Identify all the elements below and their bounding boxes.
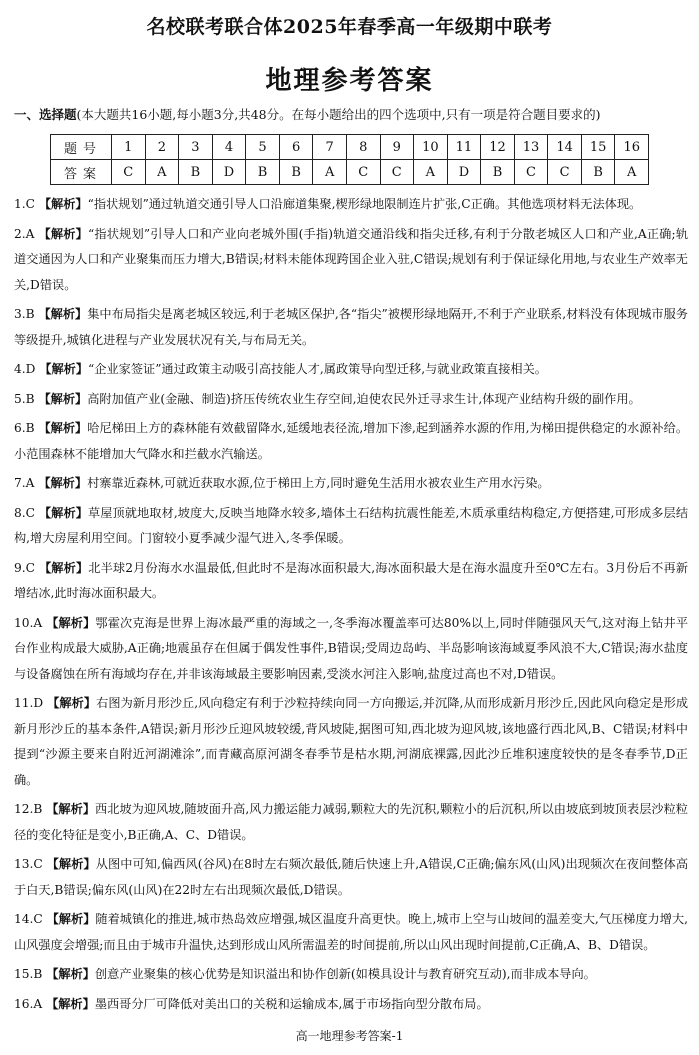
explanation-number: 8.C	[14, 505, 35, 520]
page-footer: 高一地理参考答案-1	[295, 1029, 404, 1043]
explanation-number: 12.B	[14, 802, 43, 816]
explanation-text: “指状规划”引导人口和产业向老城外围(手指)轨道交通沿线和指尖迁移,有利于分散老城区人口和产业,A正确;轨道交通因为人口和产业聚集而压力增大,B错误;材料未能体现跨国企业入驻,C错误;规划有利于保证绿化用地,与农业生产效率无关,D错误。	[14, 226, 689, 292]
answer-cell: A	[145, 160, 179, 185]
explanation-number: 13.C	[14, 857, 43, 871]
answer-cell: C	[514, 160, 548, 185]
explanation-number: 11.D	[14, 696, 44, 710]
answer-table	[50, 134, 649, 185]
explanation-text: 哈尼梯田上方的森林能有效截留降水,延缓地表径流,增加下渗,起到涵养水源的作用,为梯田提供稳定的水源补给。小范围森林不能增加大气降水和拦截水汽输送。	[14, 421, 689, 461]
answer-cell: A	[313, 160, 347, 185]
explanation-number: 4.D	[14, 362, 36, 376]
question-number-cell: 8	[346, 135, 380, 160]
analysis-tag: 【解析】	[46, 615, 96, 630]
explanation-number: 15.B	[14, 967, 43, 981]
explanation-text: 西北坡为迎风坡,随坡面升高,风力搬运能力减弱,颗粒大的先沉积,颗粒小的后沉积,所以由坡底到坡顶表层沙粒粒径的变化特征是变小,B正确,A、C、D错误。	[14, 802, 688, 842]
explanation-item	[14, 416, 688, 467]
answer-cell: D	[212, 160, 246, 185]
question-number-row	[51, 135, 649, 160]
explanation-number: 7.A	[14, 476, 35, 490]
answer-cell: A	[414, 160, 448, 185]
explanation-text: 创意产业聚集的核心优势是知识溢出和协作创新(如模具设计与教育研究互动),而非成本导向。	[94, 967, 596, 981]
analysis-tag: 【解析】	[38, 421, 88, 435]
answer-cell: A	[615, 160, 649, 185]
explanation-item	[14, 357, 688, 383]
explanation-number: 14.C	[14, 912, 43, 926]
explanation-item	[14, 387, 688, 413]
page-title: 地理参考答案	[265, 66, 434, 96]
explanation-text: 集中布局指尖是离老城区较远,利于老城区保护,各“指尖”被楔形绿地隔开,不利于产业联系,材料没有体现城市服务等级提升,城镇化进程与产业发展状况有关,与布局无关。	[14, 307, 688, 347]
explanation-text: 右图为新月形沙丘,风向稳定有利于沙粒持续向同一方向搬运,并沉降,从而形成新月形沙丘,因此风向稳定是形成新月形沙丘的基本条件,A错误;新月形沙丘迎风坡较缓,背风坡陡,据图可知,西北坡为迎风坡,该地盛行西北风,B、C错误;材料中提到“沙源主要来自附近河湖滩涂”,而青藏高原河湖冬春季节是枯水期,河湖底裸露,因此沙丘堆积速度较快的是冬春季节,D正确。	[14, 696, 689, 787]
row-header-number: 题号	[51, 135, 112, 160]
analysis-tag: 【解析】	[46, 912, 96, 926]
answer-cell: C	[112, 160, 146, 185]
analysis-tag: 【解析】	[47, 696, 97, 710]
analysis-tag: 【解析】	[46, 996, 95, 1011]
analysis-tag: 【解析】	[39, 362, 89, 376]
explanation-text: 草屋顶就地取材,坡度大,反映当地降水较多,墙体土石结构抗震性能差,木质承重结构稳定,方便搭建,可形成多层结构,增大房屋利用空间。门窗较小夏季减少湿气进入,冬季保暖。	[14, 505, 689, 545]
analysis-tag: 【解析】	[38, 226, 88, 241]
explanation-item	[14, 992, 688, 1018]
explanation-item	[14, 192, 688, 218]
section-description: (本大题共16小题,每小题3分,共48分。在每小题给出的四个选项中,只有一项是符合题目要求的)	[76, 107, 601, 122]
explanation-number: 5.B	[14, 391, 35, 406]
explanation-number: 9.C	[14, 560, 35, 575]
analysis-tag: 【解析】	[38, 560, 89, 575]
question-number-cell: 2	[145, 135, 179, 160]
explanation-text: 随着城镇化的推进,城市热岛效应增强,城区温度升高更快。晚上,城市上空与山坡间的温差变大,气压梯度力增大,山风强度会增强;而且由于城市升温快,达到形成山风所需温差的时间提前,所以山风出现时间提前,C正确,A、B、D错误。	[14, 912, 689, 952]
answer-cell: B	[481, 160, 515, 185]
analysis-tag: 【解析】	[46, 967, 95, 981]
explanation-number: 6.B	[14, 421, 35, 435]
answer-cell: B	[581, 160, 615, 185]
answer-cell: C	[380, 160, 414, 185]
question-number-cell: 7	[313, 135, 347, 160]
explanation-item	[14, 501, 688, 552]
row-header-answer: 答案	[51, 160, 112, 185]
analysis-tag: 【解析】	[46, 802, 96, 816]
exam-title: 名校联考联合体2025年春季高一年级期中联考	[146, 16, 553, 38]
question-number-cell: 16	[615, 135, 649, 160]
explanation-number: 10.A	[14, 615, 43, 630]
analysis-tag: 【解析】	[38, 476, 88, 490]
question-number-cell: 5	[246, 135, 280, 160]
explanation-list	[14, 192, 688, 1021]
answer-cell: C	[548, 160, 582, 185]
explanation-item	[14, 556, 688, 607]
question-number-cell: 1	[112, 135, 146, 160]
explanation-item	[14, 852, 688, 903]
analysis-tag: 【解析】	[46, 857, 96, 871]
explanation-text: 村寨靠近森林,可就近获取水源,位于梯田上方,同时避免生活用水被农业生产用水污染。	[87, 476, 550, 490]
answer-cell: B	[279, 160, 313, 185]
explanation-item	[14, 797, 688, 848]
explanation-item	[14, 907, 688, 958]
explanation-text: 高附加值产业(金融、制造)挤压传统农业生存空间,迫使农民外迁寻求生计,体现产业结构升级的副作用。	[87, 391, 641, 406]
answer-cell: C	[346, 160, 380, 185]
answer-cell: B	[246, 160, 280, 185]
question-number-cell: 4	[212, 135, 246, 160]
question-number-cell: 9	[380, 135, 414, 160]
explanation-number: 1.C	[14, 197, 35, 211]
explanation-number: 16.A	[14, 996, 43, 1011]
explanation-item	[14, 302, 688, 353]
explanation-item	[14, 691, 688, 793]
analysis-tag: 【解析】	[38, 307, 88, 321]
question-number-cell: 12	[481, 135, 515, 160]
explanation-item	[14, 611, 688, 688]
answer-row	[51, 160, 649, 185]
explanation-number: 2.A	[14, 226, 35, 241]
answer-cell: B	[179, 160, 213, 185]
section-heading	[14, 105, 686, 123]
explanation-text: “指状规划”通过轨道交通引导人口沿廊道集聚,楔形绿地限制连片扩张,C正确。其他选项材料无法体现。	[87, 197, 642, 211]
analysis-tag: 【解析】	[38, 505, 88, 520]
question-number-cell: 6	[279, 135, 313, 160]
section-lead: 一、选择题	[14, 107, 77, 122]
explanation-text: 从图中可知,偏西风(谷风)在8时左右频次最低,随后快速上升,A错误,C正确;偏东风(山风)出现频次在夜间整体高于白天,B错误;偏东风(山风)在22时左右出现频次最低,D错误。	[14, 857, 689, 897]
answer-cell: D	[447, 160, 481, 185]
question-number-cell: 13	[514, 135, 548, 160]
question-number-cell: 15	[581, 135, 615, 160]
explanation-text: 墨西哥分厂可降低对美出口的关税和运输成本,属于市场指向型分散布局。	[94, 996, 489, 1011]
explanation-number: 3.B	[14, 307, 35, 321]
explanation-item	[14, 222, 688, 299]
explanation-text: “企业家签证”通过政策主动吸引高技能人才,属政策导向型迁移,与就业政策直接相关。	[88, 362, 547, 376]
question-number-cell: 10	[414, 135, 448, 160]
analysis-tag: 【解析】	[38, 391, 88, 406]
question-number-cell: 3	[179, 135, 213, 160]
explanation-text: 鄂霍次克海是世界上海冰最严重的海域之一,冬季海冰覆盖率可达80%以上,同时伴随强风天气,这对海上钻井平台作业构成最大威胁,A正确;地震虽存在但属于偶发性事件,B错误;受周边岛屿、半岛影响该海域夏季风浪不大,C错误;海水盐度与设备腐蚀在所有海域均存在,并非该海域最主要影响因素,受淡水河注入影响,盐度过高也不对,D错误。	[14, 615, 689, 681]
explanation-text: 北半球2月份海水水温最低,但此时不是海冰面积最大,海冰面积最大是在海水温度升至0℃左右。3月份后不再新增结冰,此时海冰面积最大。	[14, 560, 689, 600]
explanation-item	[14, 962, 688, 988]
question-number-cell: 14	[548, 135, 582, 160]
explanation-item	[14, 471, 688, 497]
question-number-cell: 11	[447, 135, 481, 160]
analysis-tag: 【解析】	[38, 197, 88, 211]
